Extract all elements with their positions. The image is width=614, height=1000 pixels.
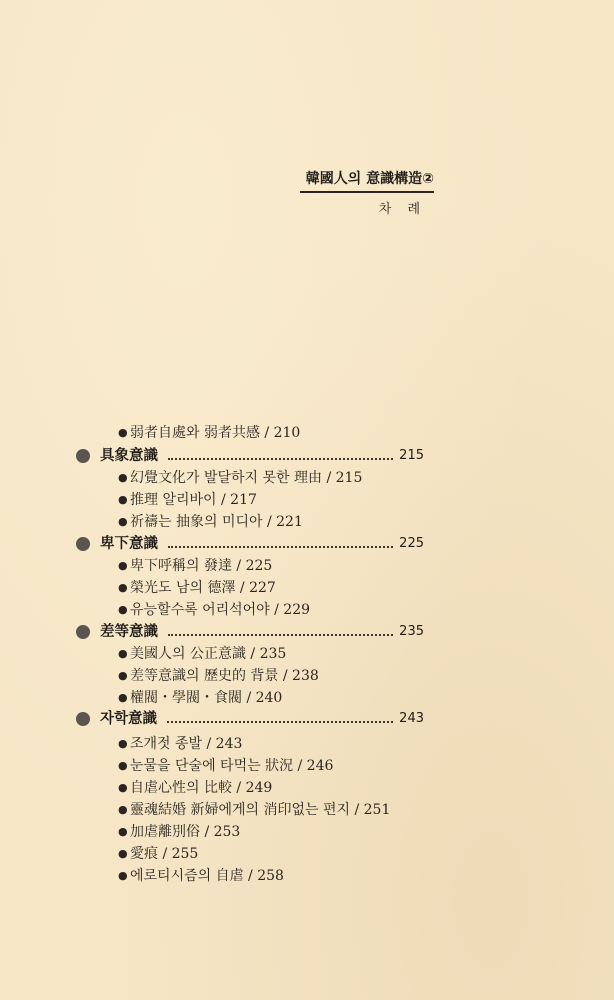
toc-entry: [118, 843, 198, 865]
bullet-icon: ●: [118, 669, 128, 682]
entry-text: 權閥・學閥・食閥 / 240: [130, 690, 283, 706]
bullet-icon: ●: [118, 647, 128, 660]
bullet-icon: ●: [118, 426, 128, 439]
bullet-icon: ●: [118, 559, 128, 572]
section-page: 235: [399, 624, 424, 639]
toc-entry: [118, 799, 390, 821]
toc-entry: [118, 821, 240, 843]
bullet-icon: ●: [118, 493, 128, 506]
bullet-icon: ●: [118, 581, 128, 594]
toc-section: [76, 708, 424, 730]
dot-leader: [168, 458, 393, 460]
book-title: 韓國人의 意識構造②: [305, 171, 434, 187]
toc-entry: [118, 555, 272, 577]
bullet-icon: ●: [118, 869, 128, 882]
toc-entry: [118, 755, 333, 777]
entry-text: 差等意識의 歷史的 背景 / 238: [130, 668, 319, 684]
bullet-icon: ●: [118, 515, 128, 528]
dot-leader: [168, 546, 393, 548]
toc-entry: [118, 865, 284, 887]
toc-section: [76, 533, 424, 555]
entry-text: 幻覺文化가 발달하지 못한 理由 / 215: [130, 470, 363, 486]
section-title: 差等意識: [100, 623, 158, 640]
entry-text: 榮光도 남의 德澤 / 227: [130, 580, 276, 596]
toc-entry: [118, 489, 257, 511]
contents-heading: 차 례: [378, 202, 426, 217]
dot-leader: [168, 634, 393, 636]
toc-section: [76, 445, 424, 467]
section-disc-icon: [76, 537, 90, 551]
entry-text: 유능할수록 어리석어야 / 229: [130, 602, 311, 618]
section-title: 卑下意識: [100, 535, 158, 552]
section-page: 225: [399, 536, 424, 551]
bullet-icon: ●: [118, 781, 128, 794]
bullet-icon: ●: [118, 759, 128, 772]
toc-entry: [118, 643, 286, 665]
section-disc-icon: [76, 449, 90, 463]
section-title: 자학意識: [100, 710, 158, 727]
entry-text: 눈물을 단술에 타먹는 狀況 / 246: [130, 758, 334, 774]
header: [300, 168, 434, 188]
bullet-icon: ●: [118, 803, 128, 816]
entry-text: 加虐離別俗 / 253: [130, 824, 241, 840]
entry-text: 祈禱는 抽象의 미디아 / 221: [130, 514, 303, 530]
toc-entry: [118, 511, 303, 533]
section-page: 215: [399, 448, 424, 463]
entry-text: 조개젓 종발 / 243: [130, 736, 243, 752]
bullet-icon: ●: [118, 737, 128, 750]
bullet-icon: ●: [118, 471, 128, 484]
bullet-icon: ●: [118, 847, 128, 860]
toc-entry: [118, 599, 310, 621]
toc-entry: [118, 422, 300, 444]
toc-entry: [118, 777, 272, 799]
dot-leader: [167, 721, 393, 723]
entry-text: 에로티시즘의 自虐 / 258: [130, 868, 284, 884]
entry-text: 愛痕 / 255: [130, 846, 199, 862]
bullet-icon: ●: [118, 691, 128, 704]
bullet-icon: ●: [118, 603, 128, 616]
toc-entry: [118, 687, 282, 709]
entry-text: 卑下呼稱의 發達 / 225: [130, 558, 273, 574]
entry-text: 推理 알리바이 / 217: [130, 492, 257, 508]
section-page: 243: [399, 711, 424, 726]
toc-entry: [118, 577, 276, 599]
toc-section: [76, 621, 424, 643]
toc-entry: [118, 733, 242, 755]
entry-text: 美國人의 公正意識 / 235: [130, 646, 287, 662]
toc-entry: [118, 467, 362, 489]
title-underline: [300, 191, 434, 193]
entry-text: 自虐心性의 比較 / 249: [130, 780, 273, 796]
entry-text: 弱者自處와 弱者共感 / 210: [130, 425, 301, 441]
section-disc-icon: [76, 712, 90, 726]
bullet-icon: ●: [118, 825, 128, 838]
entry-text: 靈魂結婚 新婦에게의 消印없는 편지 / 251: [130, 802, 391, 818]
toc-entry: [118, 665, 319, 687]
section-title: 具象意識: [100, 447, 158, 464]
section-disc-icon: [76, 625, 90, 639]
